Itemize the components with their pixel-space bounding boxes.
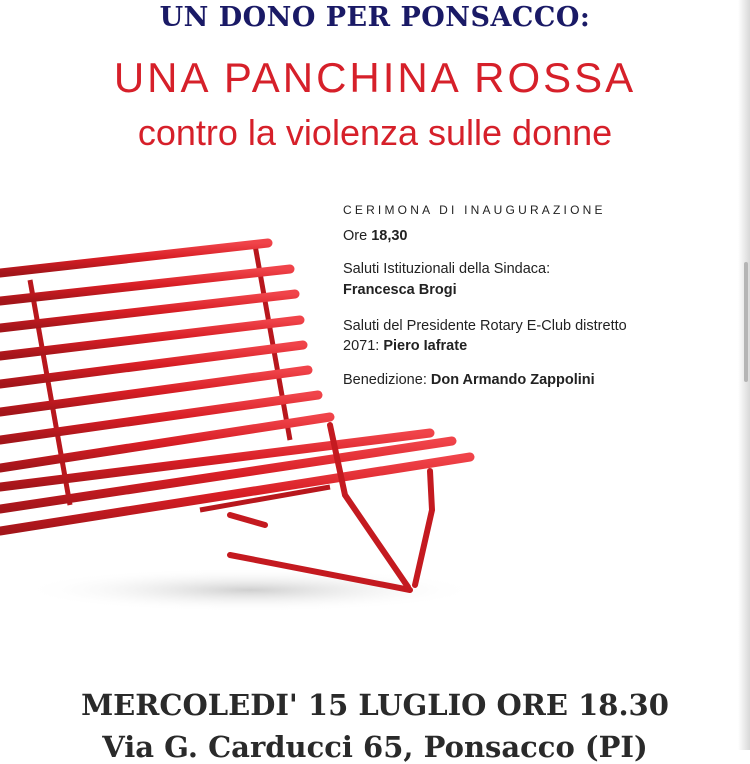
event-date-time: MERCOLEDI' 15 LUGLIO ORE 18.30 xyxy=(81,688,669,722)
district-number: 2071: xyxy=(343,338,380,354)
event-address: Via G. Carducci 65, Ponsacco (PI) xyxy=(102,730,648,764)
ceremony-heading: CERIMONA DI INAUGURAZIONE xyxy=(343,203,606,217)
scrollbar-thumb[interactable] xyxy=(744,262,748,382)
bench-backrest-slats xyxy=(0,243,330,468)
poster-headline: UNA PANCHINA ROSSA xyxy=(113,54,637,101)
president-greeting-label: Saluti del Presidente Rotary E-Club distretto xyxy=(343,318,627,334)
mayor-name-text: Francesca Brogi xyxy=(343,282,457,298)
president-name: Piero Iafrate xyxy=(383,338,468,354)
red-bench-illustration xyxy=(0,225,480,625)
blessing-label: Benedizione: xyxy=(343,372,427,388)
time-label: Ore xyxy=(343,228,368,244)
mayor-greeting-label: Saluti Istituzionali della Sindaca: xyxy=(343,261,551,277)
blessing-name: Don Armando Zappolini xyxy=(430,372,595,388)
poster-subheadline: contro la violenza sulle donne xyxy=(137,112,613,153)
poster-top-title: UN DONO PER PONSACCO: xyxy=(159,2,591,33)
time-value: 18,30 xyxy=(371,228,408,244)
